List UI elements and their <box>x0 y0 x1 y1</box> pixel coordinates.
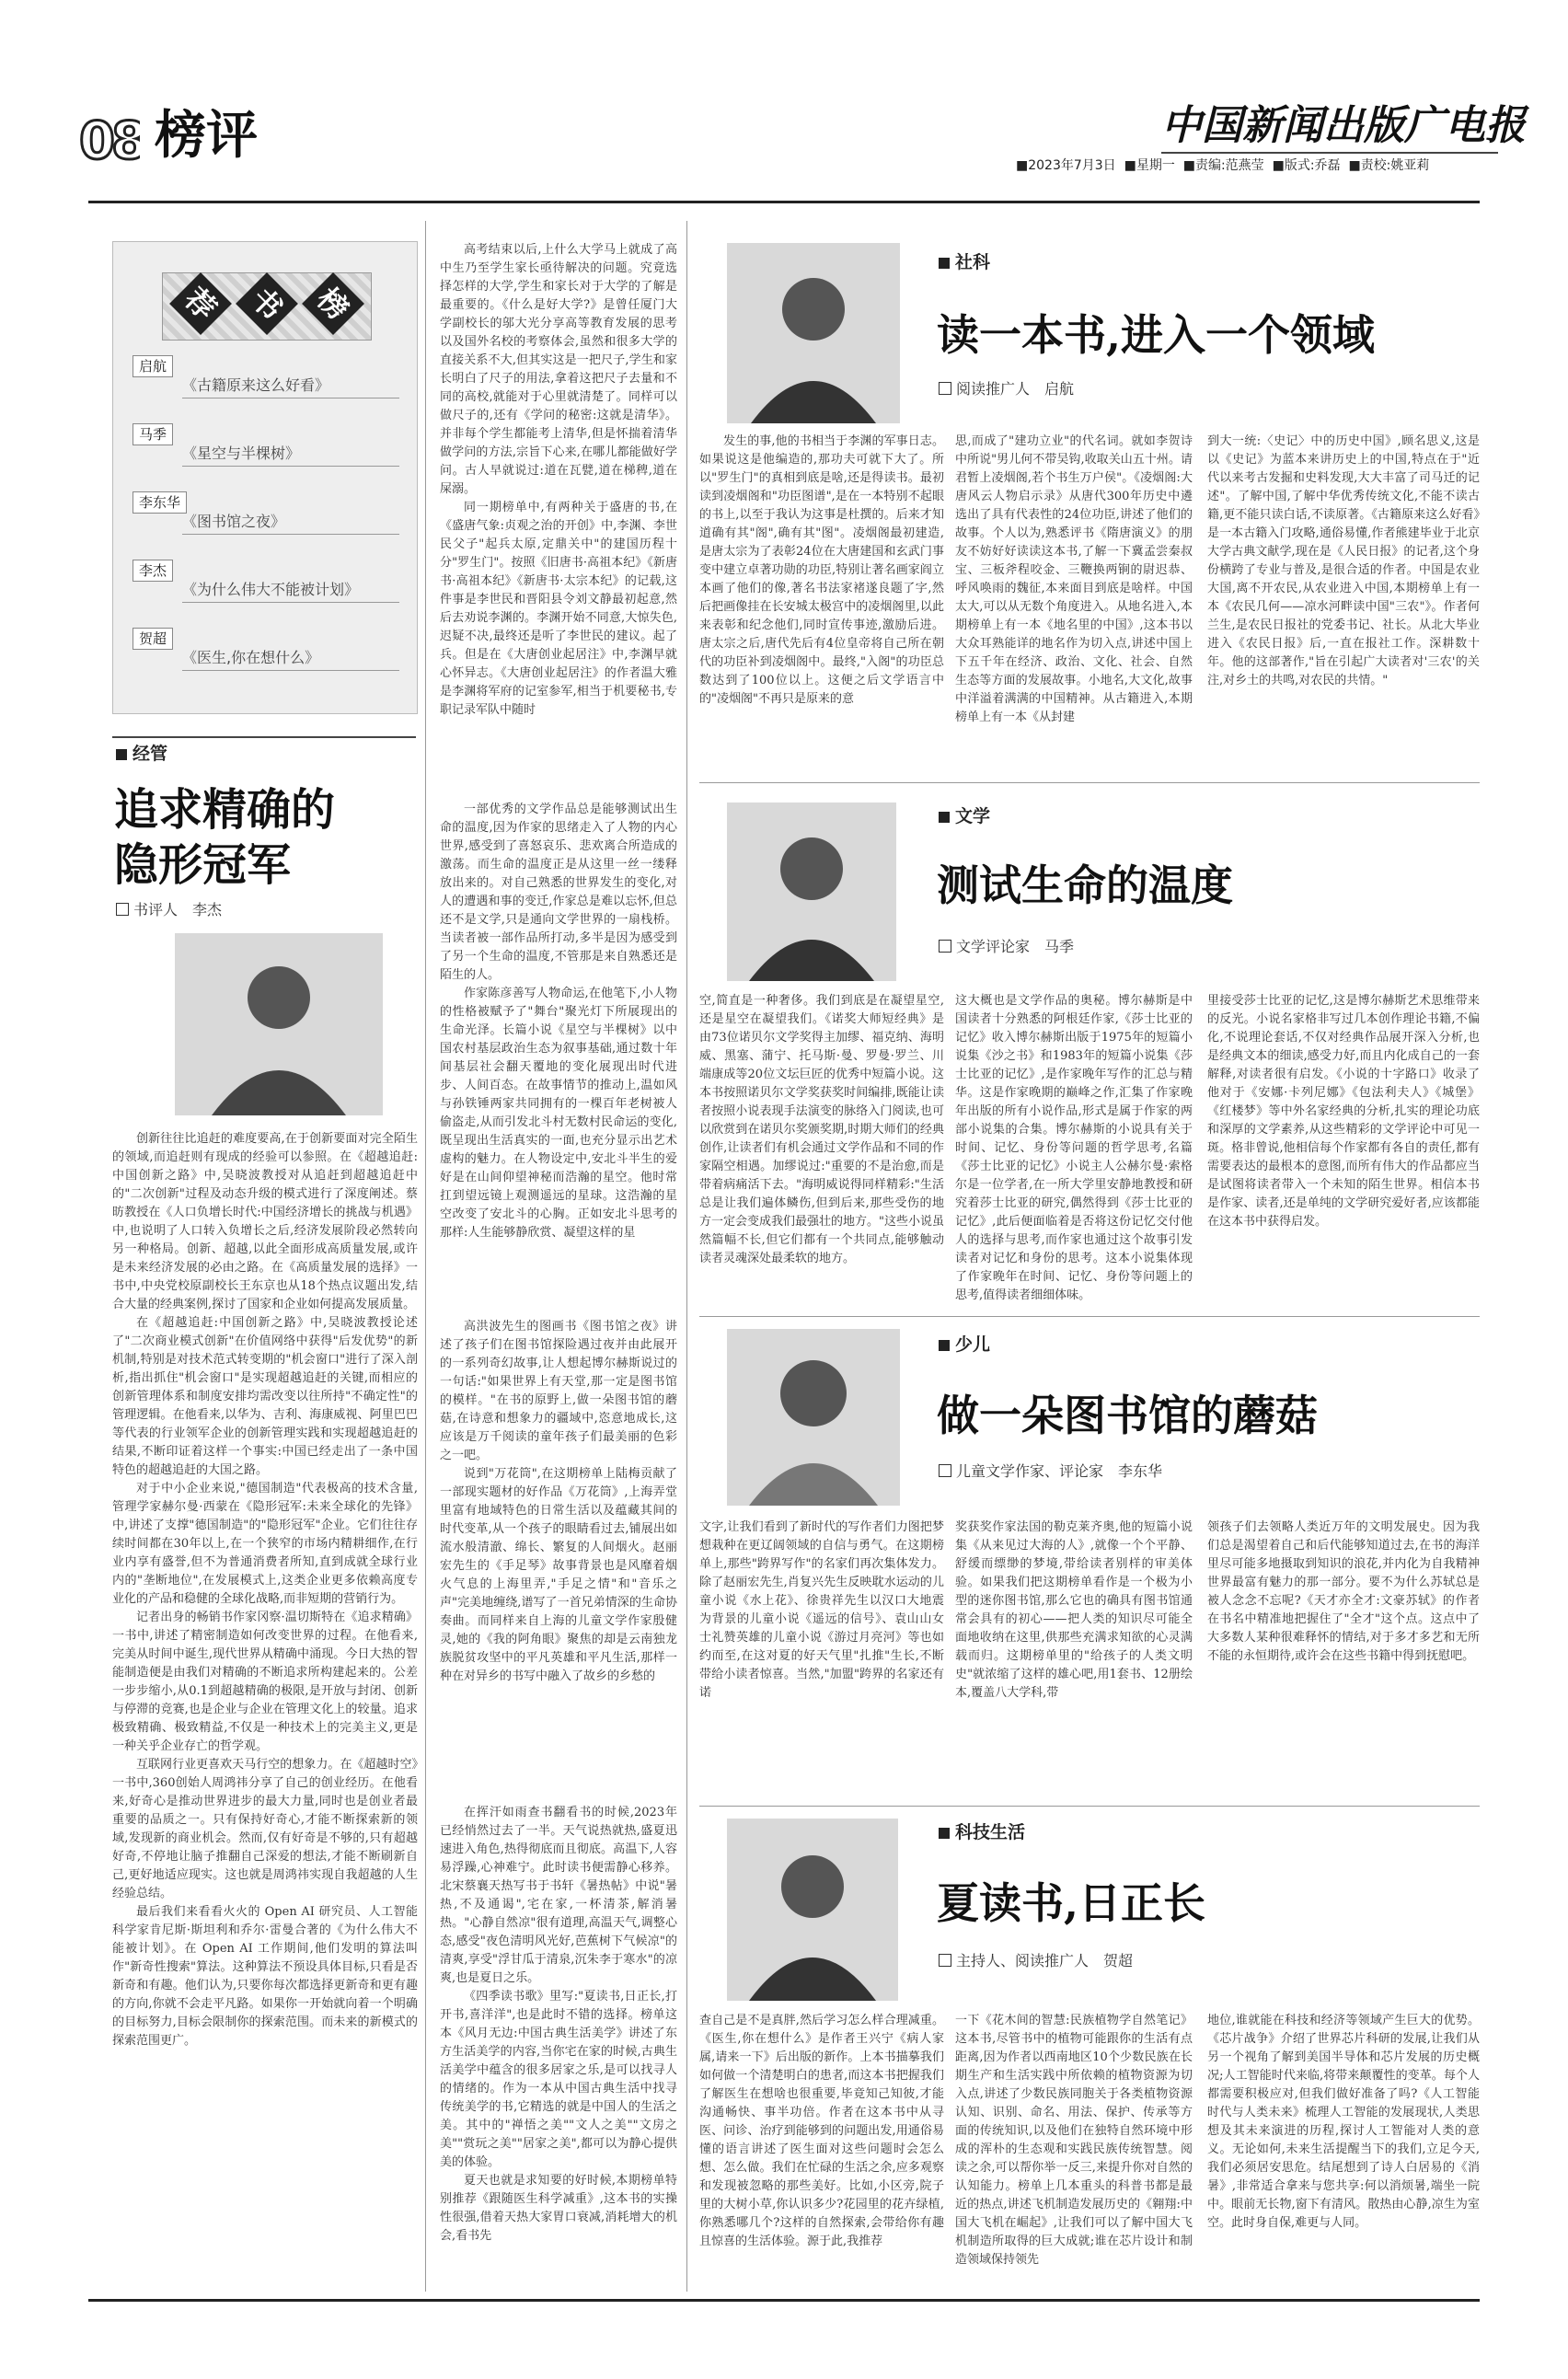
article-headline: 做一朵图书馆的蘑菇 <box>937 1391 1318 1440</box>
newspaper-logo: 中国新闻出版广电报 <box>1161 102 1526 149</box>
article-byline: 儿童文学作家、评论家 李东华 <box>939 1460 1162 1481</box>
meta-proof: ■责校:姚亚莉 <box>1348 158 1430 173</box>
article-body-wenxue: 空,简直是一种奢侈。我们到底是在凝望星空,还是星空在凝望我们。《诺奖大师短经典》是由73位诺贝尔文学奖得主加缪、福克纳、海明威、黑塞、蒲宁、托马斯·曼、罗曼·罗兰、川端康成等20位文坛巨匠的优秀中短篇小说。这本书按照诺贝尔文学奖获奖时间编排,既能让读者按照小说表现手法演变的脉络入门阅读,也可以欣赏到在诺贝尔奖颁奖期,时期大师们的经典创作,让读者们有机会通过文学作品和不同的作家隔空相遇。加缪说过:"重要的不是治愈,而是带着病痛活下去。"海明威说得同样精彩:"生活总是让我们遍体鳞伤,但到后来,那些受伤的地方一定会变成我们最强壮的地方。"这些小说虽然篇幅不长,但它们都有一个共同点,能够触动读者灵魂深处最柔软的地方。 <box>699 994 944 1265</box>
recommend-title-char: 荐 <box>169 272 232 335</box>
recommend-title-char: 榜 <box>302 272 364 335</box>
article-body-shaoer: 领孩子们去领略人类近万年的文明发展史。因为我们总是渴望着自己和后代能够知道过去,在书的海洋里尽可能多地摄取到知识的浪花,并内化为自我精神世界最富有魅力的那一部分。要不为什么苏轼总是被人念念不忘呢?《天才亦全才:文豪苏轼》的作者在书名中精准地把握住了"全才"这个点。这点中了大多数人某种很难释怀的情结,对于多才多艺和无所不能的永恒期待,或许会在这些书籍中得到抚慰吧。 <box>1207 1520 1480 1663</box>
recommender-name: 启航 <box>133 355 173 377</box>
article-body-sheke: 发生的事,他的书相当于李渊的军事日志。如果说这是他编造的,那功夫可就下大了。所以"罗生门"的真相到底是啥,还是得读书。最初读到凌烟阁和"功臣图谱",是在一本特别不起眼的书上,以至于我认为这事是杜撰的。后来才知道确有其"阁",确有其"图"。凌烟阁最初建造,是唐太宗为了表彰24位在大唐建国和玄武门事变中建立卓著功勋的功臣,特别让著名画家阎立本画了他们的像,著名书法家褚遂良题了字,然后把画像挂在长安城太极宫中的凌烟阁里,以此来表彰和纪念他们,同时宣传事迹,激励后进。唐太宗之后,唐代先后有4位皇帝将自己所在朝代的功臣补到凌烟阁中。最终,"入阁"的功臣总数达到了100位以上。这便之后文学语言中的"凌烟阁"不再只是原来的意 <box>699 434 944 706</box>
author-photo-li-jie <box>175 933 383 1115</box>
article-body-wenxue: 里接受莎士比亚的记忆,这是博尔赫斯艺术思维带来的反光。小说名家格非写过几本创作理论书籍,不偏化,不说理论套话,不仅对经典作品展开深入分析,也是经典文本的细读,感受力好,而且内化成自己的一套解释,对读者很有启发。《小说的十字路口》收录了他对于《安娜·卡列尼娜》《包法利夫人》《城堡》《红楼梦》等中外名家经典的分析,扎实的理论功底和深厚的文学素养,从这些精彩的文学评论中可见一斑。格非曾说,他相信每个作家都有各自的责任,都有需要表达的最根本的意图,而所有伟大的作品都应当是试图将读者带入一个未知的陌生世界。相信本书是作家、读者,还是单纯的文学研究爱好者,应该都能在这本书中获得启发。 <box>1207 994 1480 1229</box>
article-byline: 文学评论家 马季 <box>939 935 1074 956</box>
recommender-name: 马季 <box>133 423 173 445</box>
byline-box-icon <box>116 903 129 916</box>
recommended-book: 《图书馆之夜》 <box>182 510 399 535</box>
article-headline: 追求精确的 隐形冠军 <box>114 784 336 891</box>
article-byline: 阅读推广人 启航 <box>939 377 1074 398</box>
recommended-book: 《为什么伟大不能被计划》 <box>182 578 399 603</box>
svg-text:08: 08 <box>79 111 140 166</box>
portrait-icon <box>727 1819 898 2001</box>
article-body-shaoer: 文字,让我们看到了新时代的写作者们力图把梦想栽种在更辽阔领域的自信与勇气。在这期榜单上,那些"跨界写作"的名家们再次集体发力。除了赵丽宏先生,肖复兴先生反映耽水运动的儿童小说《水上花》、徐贵祥先生以汉口大地震为背景的儿童小说《遥远的信号》、袁山山女士礼赞英雄的儿童小说《游过月亮河》等也如约而至,在这对夏的好天气里"扎推"生长,不断带给小读者惊喜。当然,"加盟"跨界的名家还有诺 <box>699 1520 944 1700</box>
author-photo-qi-hang <box>727 243 900 423</box>
section-label-shaoer: 少儿 <box>939 1331 990 1356</box>
recommend-item[interactable] <box>127 628 403 696</box>
section-title: 榜评 <box>155 105 258 166</box>
page-number <box>79 109 140 166</box>
section-square-icon <box>116 749 127 760</box>
byline-box-icon <box>939 1954 951 1967</box>
article-body-wenxue: 这大概也是文学作品的奥秘。博尔赫斯是中国读者十分熟悉的阿根廷作家,《莎士比亚的记忆》收入博尔赫斯出版于1975年的短篇小说集《沙之书》和1983年的短篇小说集《莎士比亚的记忆》,是作家晚年写作的汇总与精华。这是作家晚期的巅峰之作,汇集了作家晚年出版的所有小说作品,形式是属于作家的两部小说集的合集。博尔赫斯的小说具有关于时间、记忆、身份等问题的哲学思考,名篇《莎士比亚的记忆》小说主人公赫尔曼·索格尔是一位学者,在一所大学里安静地教授和研究着莎士比亚的研究,偶然得到《莎士比亚的记忆》,此后便面临着是否将这份记忆交付他人的选择与思考,而作家也通过这个故事引发读者对记忆和身份的思考。这本小说集体现了作家晚年在时间、记忆、身份等问题上的思考,值得读者细细体味。 <box>955 994 1193 1302</box>
article-body-sheke: 到大一统:〈史记〉中的历史中国》,顾名思义,这是以《史记》为蓝本来讲历史上的中国,特点在于"近代以来考古发掘和史料发现,大大丰富了司马迁的记述"。了解中国,了解中华优秀传统文化,不能不读古籍,更不能只读白话,不读原著。《古籍原来这么好看》是一本古籍入门攻略,通俗易懂,作者熊建毕业于北京大学古典文献学,现在是《人民日报》的记者,这个身份横跨了专业与普及,是很合适的作者。中国是农业大国,离不开农民,从农业进入中国,本期榜单上有一本《农民几何——凉水河畔读中国"三农"》。作者何兰生,是农民日报社的党委书记、社长。从北大毕业进入《农民日报》后,一直在报社工作。深耕数十年。他的这部著作,"旨在引起广大读者对'三农'的关注,对乡土的共鸣,对农民的共情。" <box>1207 434 1480 687</box>
recommend-item[interactable] <box>127 355 403 423</box>
bottom-border <box>88 2299 1480 2302</box>
meta-weekday: ■星期一 <box>1124 158 1175 173</box>
portrait-icon <box>727 1329 900 1506</box>
section-square-icon <box>939 1828 950 1839</box>
author-photo-li-donghua <box>727 1329 900 1506</box>
portrait-icon <box>727 243 900 423</box>
recommend-item[interactable] <box>127 491 403 560</box>
byline-box-icon <box>939 1464 951 1477</box>
recommender-name: 李东华 <box>133 491 187 514</box>
section-rule <box>699 1316 1480 1317</box>
byline-box-icon <box>939 382 951 395</box>
col2-text-1: 高考结束以后,上什么大学马上就成了高中生乃至学生家长亟待解决的问题。究竟选择怎样的大学,学生和家长对于大学的了解是最重要的。《什么是好大学?》是曾任厦门大学副校长的邬大光分享高等教育发展的思考以及国外名校的考察体会,虽然和很多大学的直接关系不大,但其实这是一把尺子,学生和家长明白了尺子的用法,拿着这把尺子去量和不同的高校,就能对于心里就清楚了。同样可以做尺子的,还有《学问的秘密:这就是清华》。并非每个学生都能考上清华,但是怀揣着清华做学问的方法,宗旨下心来,在哪儿都能做好学问。古人早就说过:道在瓦甓,道在梯稗,道在屎溺。 同一期榜单中,有两种关于盛唐的书,在《盛唐气象:贞观之治的开创》中,李渊、李世民父子"起兵太原,定鼎关中"的建国历程十分"罗生门"。按照《旧唐书·高祖本纪》《新唐书·高祖本纪》《新唐书·太宗本纪》的记载,这件事是李世民和晋阳县令刘文静最初起意,然后去劝说李渊的。李渊开始不同意,大惊失色,迟疑不决,最终还是听了李世民的建议。起了兵。但是在《大唐创业起居注》中,李渊早就心怀异志。《大唐创业起居注》的作者温大雅是李渊将军府的记室参军,相当于机要秘书,专职记录军队中随时 <box>440 243 677 717</box>
article-byline: 主持人、阅读推广人 贺超 <box>939 1949 1133 1970</box>
header-meta <box>1016 156 1429 175</box>
page-number-badge <box>79 109 140 166</box>
col2-text-2: 一部优秀的文学作品总是能够测试出生命的温度,因为作家的思绪走入了人物的内心世界,感受到了喜怒哀乐、悲欢离合所造成的激荡。而生命的温度正是从这里一丝一缕释放出来的。对自己熟悉的世界发生的变化,对人的遭遇和事的变迁,作家总是难以忘怀,但总还不是文学,只是通向文学世界的一扇栈桥。当读者被一部作品所打动,多半是因为感受到了另一个生命的温度,不管那是来自熟悉还是陌生的人。 作家陈彦善写人物命运,在他笔下,小人物的性格被赋予了"舞台"聚光灯下所展现出的生命光泽。长篇小说《星空与半棵树》以中国农村基层政治生态为叙事基础,通过数十年间基层社会翻天覆地的变化展现出时代进步、人间百态。在故事情节的推动上,温如风与孙铁锤两家共同拥有的一棵百年老树被人偷盗走,从而引发北斗村无数村民命运的变化,既呈现出生活真实的一面,也充分显示出艺术虚构的魅力。在人物设定中,安北斗半生的爱好是在山间仰望神秘而浩瀚的星空。他时常扛到望远镜上观测遥远的星球。这浩瀚的星空改变了安北斗的心胸。正如安北斗思考的那样:人生能够静欣赏、凝望这样的星 <box>440 803 677 1240</box>
article-body-keji: 查自己是不是真胖,然后学习怎么样合理减重。《医生,你在想什么》是作者王兴宁《病人家属,请来一下》后出版的新作。上本书描摹我们如何做一个清楚明白的患者,而这本书把握我们了解医生在想啥也很重要,毕竟知己知彼,才能沟通畅快、事半功倍。作者在这本书中从寻医、问诊、治疗到能够到的问题出发,用通俗易懂的语言讲述了医生面对这些问题时会怎么想、怎么做。我们在忙碌的生活之余,应多观察和发现被忽略的那些美好。比如,小区旁,院子里的大树小草,你认识多少?花园里的花卉绿植,你熟悉哪几个?这样的自然探索,会带给你有趣且惊喜的生活体验。源于此,我推荐 <box>699 2014 944 2248</box>
article-byline: 书评人 李杰 <box>116 898 222 919</box>
recommended-book: 《星空与半棵树》 <box>182 442 399 467</box>
article-body-sheke: 思,而成了"建功立业"的代名词。就如李贺诗中所说"男儿何不带吴钩,收取关山五十州。请君暂上凌烟阁,若个书生万户侯"。《凌烟阁:大唐风云人物启示录》从唐代300年历史中遴选出了具有代表性的24位功臣,讲述了他们的故事。个人以为,熟悉评书《隋唐演义》的朋友不妨好好读读这本书,了解一下冀孟尝秦叔宝、三板斧程咬金、三鞭换两锏的尉迟恭、呼风唤雨的魏征,本来面目到底是啥样。中国太大,可以从无数个角度进入。从地名进入,本期榜单上有一本《地名里的中国》,这本书以大众耳熟能详的地名作为切入点,讲述中国上下五千年在经济、政治、文化、社会、自然生态等方面的发展故事。小地名,大文化,故事中洋溢着满满的中国精神。从古籍进入,本期榜单上有一本《从封建 <box>955 434 1193 724</box>
article-headline: 测试生命的温度 <box>937 860 1233 910</box>
section-label-sheke: 社科 <box>939 248 990 273</box>
section-square-icon <box>939 258 950 269</box>
recommend-title <box>179 282 355 326</box>
article-headline: 夏读书,日正长 <box>937 1878 1206 1928</box>
recommend-title-char: 书 <box>236 272 298 335</box>
recommended-book: 《医生,你在想什么》 <box>182 646 399 671</box>
section-rule <box>112 736 416 738</box>
article-headline: 读一本书,进入一个领域 <box>937 310 1376 360</box>
portrait-icon <box>727 803 896 981</box>
meta-layout: ■版式:乔磊 <box>1272 158 1341 173</box>
column-divider <box>686 221 687 2292</box>
col2-text-4: 在挥汗如雨查书翻看书的时候,2023年已经悄然过去了一半。天气说热就热,盛夏迅速进入角色,热得彻底而且彻底。高温下,人容易浮躁,心神难宁。此时读书便需静心移养。北宋蔡襄天热写书于书轩《暑热帖》中说"暑热,不及通谒",宅在家,一杯清茶,解消暑热。"心静自然凉"很有道理,高温天气,调整心态,感受"夜色清明风光好,芭蕉树下气候凉"的清爽,享受"浮甘瓜于清泉,沉朱李于寒水"的凉爽,也是夏日之乐。 《四季读书歌》里写:"夏读书,日正长,打开书,喜洋洋",也是此时不错的选择。榜单这本《风月无边:中国古典生活美学》讲述了东方生活美学的内容,当你宅在家的时候,古典生活美学中蕴含的很多居家之乐,是可以找寻人的情绪的。作为一本从中国古典生活中找寻传统美学的书,它精选的就是中国人的生活之美。其中的"禅悟之美""文人之美""文房之美""赏玩之美""居家之美",都可以为静心提供美的体验。 夏天也就是求知要的好时候,本期榜单特别推荐《跟随医生科学减重》,这本书的实操性很强,借着天热大家胃口衰减,消耗增大的机会,看书先 <box>440 1806 677 2243</box>
column-divider <box>425 221 426 2292</box>
section-square-icon <box>939 1340 950 1351</box>
article-body-shaoer: 奖获奖作家法国的勒克莱齐奥,他的短篇小说集《从来见过大海的人》,就像一个个平静、舒缓而缥缈的梦境,带给读者别样的审美体验。如果我们把这期榜单看作是一个极为小型的迷你图书馆,那么它也的确具有图书馆通常会具有的初心——把人类的知识尽可能全面地收纳在这里,供那些充满求知欲的心灵满载而归。这期榜单里的"给孩子的人类文明史"就浓缩了这样的雄心吧,用1套书、12册绘本,覆盖八大学科,带 <box>955 1520 1193 1700</box>
section-rule <box>699 782 1480 783</box>
recommender-name: 贺超 <box>133 628 173 650</box>
recommend-item[interactable] <box>127 423 403 491</box>
section-label-jingguan: 经管 <box>116 740 167 765</box>
author-photo-he-chao <box>727 1819 898 2001</box>
article-body-jingguan: 创新往往比追赶的难度要高,在于创新要面对完全陌生的领域,而追赶则有现成的经验可以参照。在《超越追赶:中国创新之路》中,吴晓波教授对从追赶到超越追赶中的"二次创新"过程及动态升级的模式进行了深度阐述。蔡昉教授在《人口负增长时代:中国经济增长的挑战与机遇》中,也说明了人口转入负增长之后,经济发展阶段必然转向另一种格局。创新、超越,以此全面形成高质量发展,或许是未来经济发展的必由之路。在《高质量发展的选择》一书中,中央党校原副校长王东京也从18个热点议题出发,结合大量的经典案例,探讨了国家和企业如何提高发展质量。 在《超越追赶:中国创新之路》中,吴晓波教授论述了"二次商业模式创新"在价值网络中获得"后发优势"的新机制,特别是对技术范式转变期的"机会窗口"进行了深入剖析,指出抓住"机会窗口"是实现超越追赶的关键,而相应的创新管理体系和制度安排均需改变以往所持"不确定性"的管理逻辑。在他看来,以华为、吉利、海康威视、阿里巴巴等代表的行业领军企业的创新管理实践和实现超越追赶的结果,不断印证着这样一个事实:中国已经走出了一条中国特色的超越追赶的大国之路。 对于中小企业来说,"德国制造"代表极高的技术含量,管理学家赫尔曼·西蒙在《隐形冠军:未来全球化的先锋》中,讲述了支撑"德国制造"的"隐形冠军"企业。它们往往存续时间都在30年以上,在一个狭窄的市场内精耕细作,在行业内享有盛誉,但不为普通消费者所知,直到成就全球行业内的"垄断地位",在发展模式上,这类企业更多依赖高度专业化的产品和稳健的全球化战略,而非短期的营销行为。 记者出身的畅销书作家冈察·温切斯特在《追求精确》一书中,讲述了精密制造如何改变世界的过程。在他看来,完美从时间中诞生,现代世界从精确中涌现。今日大热的智能制造便是由我们对精确的不断追求所构建起来的。公差一步步缩小,从0.1到超越精确的极限,是开放与封闭、创新与停滞的竞赛,也是企业与企业在管理文化上的较量。追求极致精确、极致精益,不仅是一种技术上的完美主义,更是一种关乎企业存亡的哲学观。 互联网行业更喜欢天马行空的想象力。在《超越时空》一书中,360创始人周鸿祎分享了自己的创业经历。在他看来,好奇心是推动世界进步的最大力量,同时也是创业者最重要的品质之一。只有保持好奇心,才能不断探索新的领域,发现新的商业机会。然而,仅有好奇是不够的,只有超越好奇,不停地让脑子推翻自己深爱的想法,才能不断刷新自己,更好地适应现实。这也就是周鸿祎实现自我超越的人生经验总结。 最后我们来看看火火的 Open AI 研究员、人工智能科学家肯尼斯·斯坦利和乔尔·雷曼合著的《为什么伟大不能被计划》。在 Open AI 工作期间,他们发明的算法叫作"新奇性搜索"算法。这种算法不预设具体目标,只看是否新奇和有趣。他们认为,只要你每次都选择更新奇和更有趣的方向,你就不会走平凡路。如果你一开始就向着一个明确的目标努力,目标会限制你的探索范围。而未来的新模式的探索范围更广。 <box>112 1132 418 2048</box>
section-square-icon <box>939 812 950 823</box>
meta-date: ■2023年7月3日 <box>1016 158 1116 173</box>
article-body-keji: 地位,谁就能在科技和经济等领域产生巨大的优势。《芯片战争》介绍了世界芯片科研的发展,让我们从另一个视角了解到美国半导体和芯片发展的历史概况;人工智能时代来临,将带来颠覆性的变革。每个人都需要积极应对,但我们做好准备了吗?《人工智能时代与人类未来》梳理人工智能的发展现状,人类思想及其未来演进的历程,探讨人工智能对人类的意义。无论如何,未来生活提醒当下的我们,立足今天,我们必须居安思危。结尾想到了诗人白居易的《消暑》,非常适合拿来与您共享:何以消烦暑,端坐一院中。眼前无长物,窗下有清风。散热由心静,凉生为室空。此时身自保,难更与人同。 <box>1207 2014 1480 2230</box>
recommend-list <box>127 355 403 696</box>
header-rule <box>1161 152 1498 154</box>
recommender-name: 李杰 <box>133 560 173 582</box>
section-rule <box>699 1806 1480 1807</box>
recommended-book: 《古籍原来这么好看》 <box>182 374 399 398</box>
author-photo-ma-ji <box>727 803 896 981</box>
col2-text-3: 高洪波先生的图画书《图书馆之夜》讲述了孩子们在图书馆探险遇过夜并由此展开的一系列奇幻故事,让人想起博尔赫斯说过的一句话:"如果世界上有天堂,那一定是图书馆的模样。"在书的原野上,做一朵图书馆的蘑菇,在诗意和想象力的疆域中,恣意地成长,这应该是万千阅读的童年孩子们最美丽的色彩之一吧。 说到"万花筒",在这期榜单上陆梅贡献了一部现实题材的好作品《万花筒》,上海弄堂里富有地域特色的日常生活以及蕴藏其间的时代变革,从一个孩子的眼睛看过去,铺展出如流水般清澈、绵长、繁复的人间烟火。赵丽宏先生的《手足琴》故事背景也是风靡着烟火气息的上海里弄,"手足之情"和"音乐之声"完美地缠绕,谱写了一首兄弟情深的生命协奏曲。而同样来自上海的儿童文学作家殷健灵,她的《我的阿角眼》聚焦的却是云南独龙族脱贫攻坚中的平凡英雄和平凡生活,那样一种在对异乡的书写中融入了故乡的乡愁的 <box>440 1320 677 1683</box>
section-label-wenxue: 文学 <box>939 803 990 827</box>
article-body-keji: 一下《花木间的智慧:民族植物学自然笔记》这本书,尽管书中的植物可能跟你的生活有点距离,因为作者以西南地区10个少数民族在长期生产和生活实践中所依赖的植物资源为切入点,讲述了少数民族同胞关于各类植物资源认知、识别、命名、用法、保护、传承等方面的传统知识,以及他们在独特自然环境中形成的浑朴的生态观和实践民族传统智慧。阅读之余,可以帮你举一反三,来提升你对自然的认知能力。榜单上几本重头的科普书都是最近的热点,讲述飞机制造发展历史的《翱翔:中国大飞机在崛起》,让我们可以了解中国大飞机制造所取得的巨大成就;谁在芯片设计和制造领域保持领先 <box>955 2014 1193 2267</box>
portrait-icon <box>175 933 383 1115</box>
section-label-keji: 科技生活 <box>939 1819 1025 1843</box>
top-border <box>88 201 1480 203</box>
recommend-item[interactable] <box>127 560 403 628</box>
byline-box-icon <box>939 940 951 953</box>
meta-editor: ■责编:范燕莹 <box>1182 158 1264 173</box>
